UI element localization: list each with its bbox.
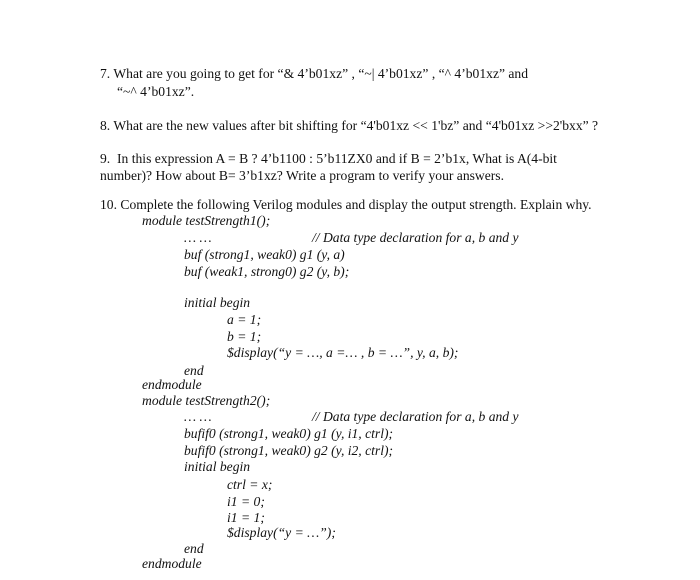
module2-ellipsis: … …	[184, 409, 212, 424]
module1-assign-b: b = 1;	[227, 329, 262, 344]
module1-display: $display(“y = …, a =… , b = …”, y, a, b);	[227, 345, 459, 360]
module1-ellipsis: … …	[184, 230, 212, 245]
module1-endmodule: endmodule	[142, 377, 202, 392]
module2-bufif0-2: bufif0 (strong1, weak0) g2 (y, i2, ctrl);	[184, 443, 394, 458]
module1-declaration: module testStrength1();	[142, 213, 271, 228]
q7-line-1: 7. What are you going to get for “& 4’b01xz” , “~| 4’b01xz” , “^ 4’b01xz” and	[100, 66, 529, 81]
module2-assign-i1-0: i1 = 0;	[227, 494, 265, 509]
q7-line-2: “~^ 4’b01xz”.	[117, 84, 195, 99]
module2-initial-begin: initial begin	[184, 459, 251, 474]
module1-end: end	[184, 363, 204, 378]
q9-line-2: number)? How about B= 3’b1xz? Write a program to verify your answers.	[100, 168, 504, 183]
module1-initial-begin: initial begin	[184, 295, 251, 310]
q9-line-1: 9. In this expression A = B ? 4’b1100 : 5’b11ZX0 and if B = 2’b1x, What is A(4-bit	[100, 151, 557, 166]
module1-comment: // Data type declaration for a, b and y	[312, 230, 519, 245]
q10-line-1: 10. Complete the following Verilog modules and display the output strength. Explain why.	[100, 197, 592, 212]
module1-buf-1: buf (strong1, weak0) g1 (y, a)	[184, 247, 345, 262]
module2-bufif0-1: bufif0 (strong1, weak0) g1 (y, i1, ctrl);	[184, 426, 394, 441]
module2-display: $display(“y = …”);	[227, 525, 336, 540]
module1-buf-2: buf (weak1, strong0) g2 (y, b);	[184, 264, 350, 279]
module2-assign-ctrl: ctrl = x;	[227, 477, 273, 492]
module2-declaration: module testStrength2();	[142, 393, 271, 408]
module2-end: end	[184, 541, 204, 556]
module2-assign-i1-1: i1 = 1;	[227, 510, 265, 525]
module2-comment: // Data type declaration for a, b and y	[312, 409, 519, 424]
module1-assign-a: a = 1;	[227, 312, 262, 327]
q8-line-1: 8. What are the new values after bit shifting for “4'b01xz << 1'bz” and “4'b01xz >>2'bxx” ?	[100, 118, 599, 133]
module2-endmodule: endmodule	[142, 556, 202, 571]
